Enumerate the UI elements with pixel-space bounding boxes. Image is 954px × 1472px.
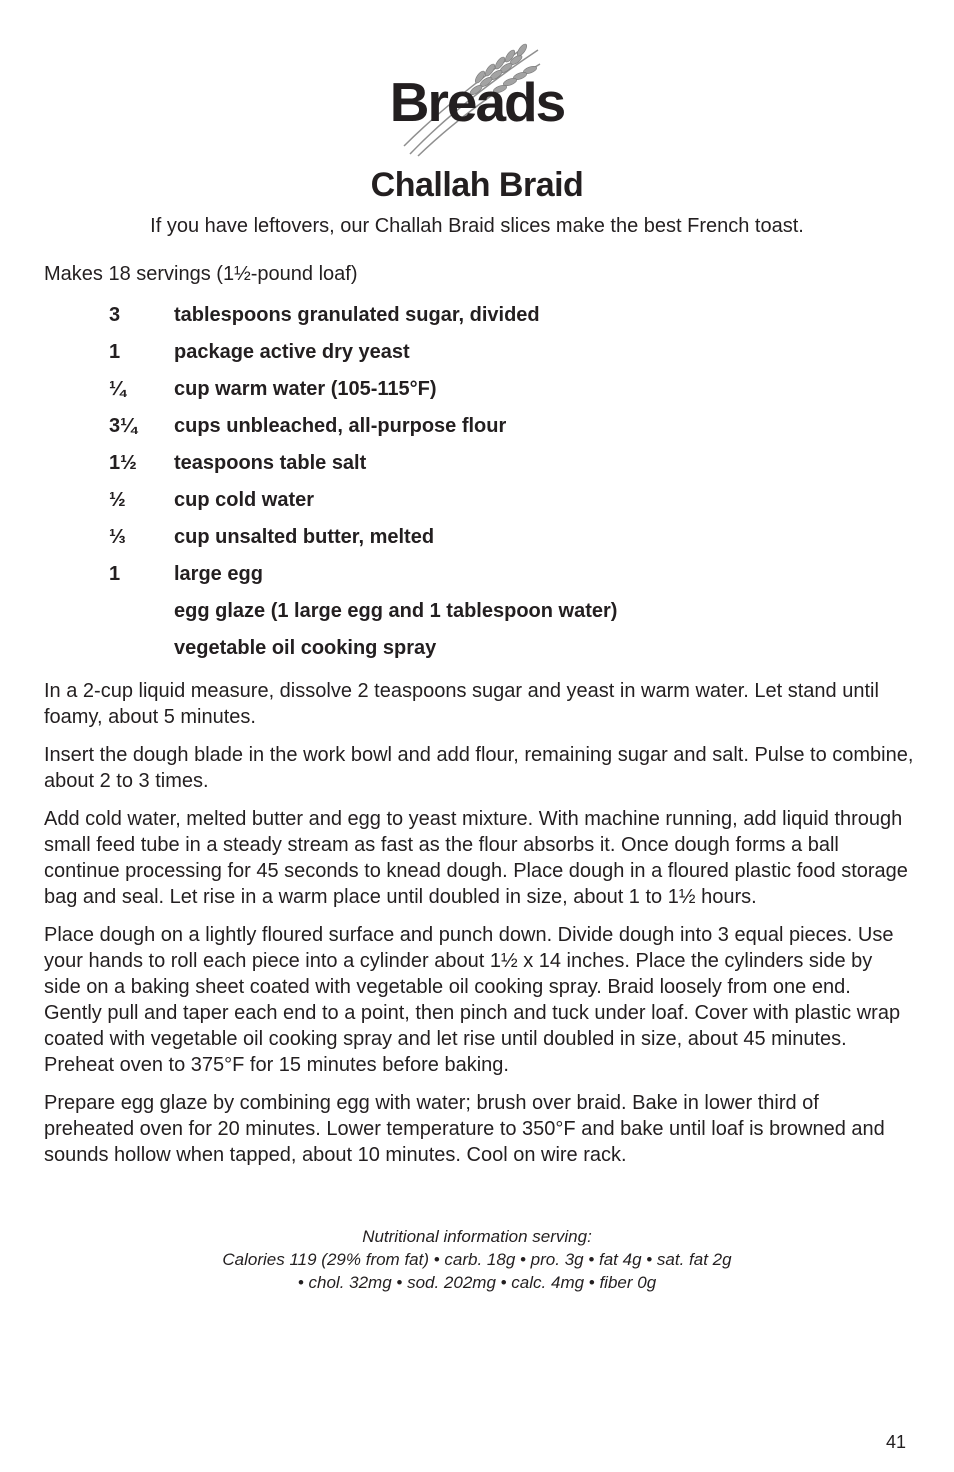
instruction-step: Add cold water, melted butter and egg to yeast mixture. With machine running, add liquid through small feed tube in a steady stream as fast as the flour absorbs it. Once dough forms a ball continue processing for 45 seconds to knead dough. Place dough in a floured plastic food storage bag and seal. Let rise in a warm place until doubled in size, about 1 to 1½ hours.	[44, 808, 908, 908]
recipe-intro: If you have leftovers, our Challah Braid slices make the best French toast.	[150, 215, 804, 237]
instruction-step: Place dough on a lightly floured surface and punch down. Divide dough into 3 equal pieces. Use your hands to roll each piece into a cylinder about 1½ x 14 inches. Place the cylinders side by side on a baking sheet coated with vegetable oil cooking spray. Braid loosely from one end. Gently pull and taper each end to a point, then pinch and tuck under loaf. Cover with plastic wrap coated with vegetable oil cooking spray and let rise until doubled in size, about 45 minutes. Preheat oven to 375°F for 15 minutes before baking.	[44, 924, 901, 1076]
page-number: 41	[886, 1432, 907, 1452]
ingredient-row	[109, 378, 869, 415]
nutrition-info	[0, 1225, 954, 1294]
ingredient-item: teaspoons table salt	[174, 452, 367, 474]
instruction-step: In a 2-cup liquid measure, dissolve 2 teaspoons sugar and yeast in warm water. Let stand until foamy, about 5 minutes.	[44, 680, 879, 728]
ingredient-item: cups unbleached, all-purpose flour	[174, 415, 507, 437]
ingredient-qty: 3¼	[109, 415, 137, 437]
ingredient-qty: 1	[109, 341, 121, 363]
ingredient-item: cup warm water (105-115°F)	[174, 378, 437, 400]
nutrition-line: Calories 119 (29% from fat) • carb. 18g • pro. 3g • fat 4g • sat. fat 2g	[222, 1250, 732, 1269]
nutrition-heading: Nutritional information serving:	[362, 1227, 592, 1246]
instruction-step: Insert the dough blade in the work bowl and add flour, remaining sugar and salt. Pulse to combine, about 2 to 3 times.	[44, 744, 914, 792]
ingredient-list	[109, 304, 869, 674]
ingredient-row	[109, 452, 869, 489]
ingredient-row	[109, 415, 869, 452]
ingredient-item: large egg	[174, 563, 263, 585]
ingredient-item: egg glaze (1 large egg and 1 tablespoon water)	[174, 600, 618, 622]
ingredient-item: tablespoons granulated sugar, divided	[174, 304, 540, 326]
nutrition-line: • chol. 32mg • sod. 202mg • calc. 4mg • fiber 0g	[297, 1273, 657, 1292]
ingredient-item: vegetable oil cooking spray	[174, 637, 437, 659]
ingredient-row	[109, 563, 869, 600]
section-title: Breads	[389, 71, 565, 133]
ingredient-item: cup cold water	[174, 489, 315, 511]
ingredient-row	[109, 526, 869, 563]
section-header	[0, 42, 954, 162]
ingredient-row	[109, 304, 869, 341]
ingredient-qty: 3	[109, 304, 121, 326]
ingredient-qty: 1½	[109, 452, 137, 474]
ingredient-qty: ¼	[109, 378, 126, 400]
instructions	[44, 678, 914, 1180]
ingredient-row	[109, 341, 869, 378]
ingredient-row	[109, 637, 869, 674]
ingredient-row	[109, 489, 869, 526]
recipe-yield: Makes 18 servings (1½-pound loaf)	[44, 263, 358, 285]
instruction-step: Prepare egg glaze by combining egg with water; brush over braid. Bake in lower third of preheated oven for 20 minutes. Lower temperature to 350°F and bake until loaf is browned and sounds hollow when tapped, about 10 minutes. Cool on wire rack.	[44, 1092, 885, 1166]
ingredient-qty: ⅓	[109, 526, 126, 548]
ingredient-qty: 1	[109, 563, 121, 585]
ingredient-qty: ½	[109, 489, 126, 511]
ingredient-item: package active dry yeast	[174, 341, 410, 363]
recipe-title: Challah Braid	[370, 166, 584, 204]
ingredient-row	[109, 600, 869, 637]
ingredient-item: cup unsalted butter, melted	[174, 526, 435, 548]
